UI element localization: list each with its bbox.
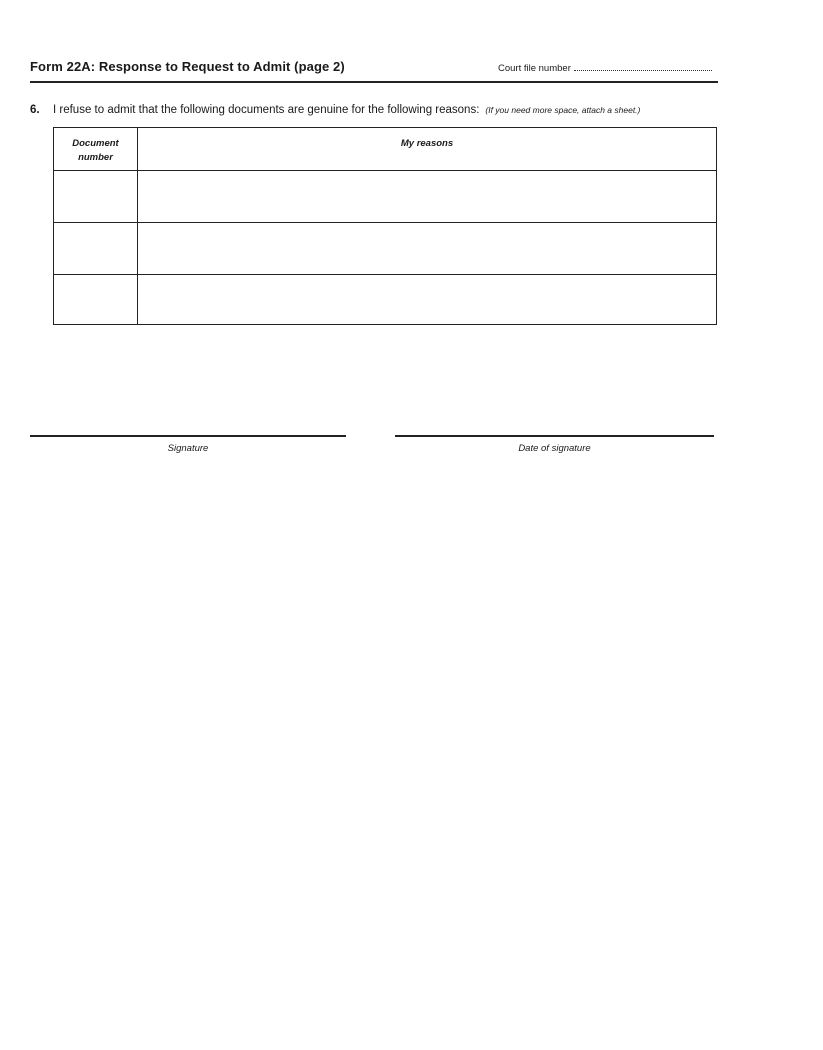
table-row — [54, 275, 717, 325]
form-title: Form 22A: Response to Request to Admit (page 2) — [30, 59, 345, 74]
question-number: 6. — [30, 104, 40, 116]
date-of-signature-line[interactable] — [395, 435, 714, 437]
document-number-cell[interactable] — [54, 223, 138, 275]
signature-line[interactable] — [30, 435, 346, 437]
table-row — [54, 223, 717, 275]
court-file-number-field[interactable] — [574, 63, 712, 71]
document-number-cell[interactable] — [54, 171, 138, 223]
table-row — [54, 171, 717, 223]
reasons-cell[interactable] — [138, 275, 717, 325]
reasons-cell[interactable] — [138, 171, 717, 223]
question-text — [53, 104, 640, 116]
reasons-cell[interactable] — [138, 223, 717, 275]
document-number-cell[interactable] — [54, 275, 138, 325]
court-file-number — [498, 63, 712, 74]
column-header-document-number: Document number — [54, 128, 138, 171]
date-of-signature-label: Date of signature — [518, 443, 591, 454]
question-prompt: I refuse to admit that the following documents are genuine for the following reasons: — [53, 104, 480, 116]
table-header-row — [54, 128, 717, 171]
header-divider — [30, 81, 718, 83]
signature-label: Signature — [167, 443, 209, 454]
question-note: (If you need more space, attach a sheet.) — [485, 105, 641, 115]
court-file-label: Court file number — [498, 63, 571, 74]
column-header-my-reasons: My reasons — [138, 128, 717, 171]
documents-table — [53, 127, 717, 325]
